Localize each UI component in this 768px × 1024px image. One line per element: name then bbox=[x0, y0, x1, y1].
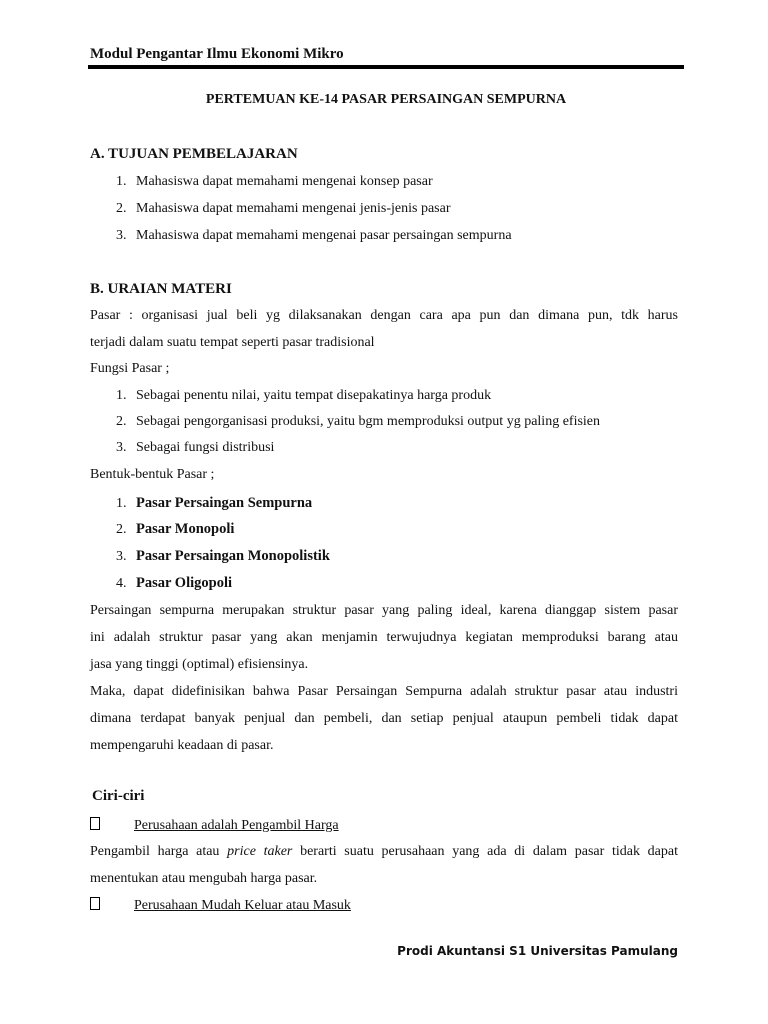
text-segment: berarti suatu perusahaan yang ada di dalam pasar tidak dapat bbox=[292, 844, 678, 859]
list-number: 1. bbox=[116, 174, 127, 189]
pasar-definition bbox=[90, 302, 678, 356]
bullet-text: Perusahaan Mudah Keluar atau Masuk bbox=[134, 898, 351, 913]
list-text: Pasar Persaingan Sempurna bbox=[136, 495, 313, 511]
list-item bbox=[116, 440, 274, 456]
header-title: Modul Pengantar Ilmu Ekonomi Mikro bbox=[90, 46, 344, 62]
list-number: 1. bbox=[116, 496, 127, 511]
list-text: Mahasiswa dapat memahami mengenai jenis-jenis pasar bbox=[136, 201, 451, 216]
section-b-heading: B. URAIAN MATERI bbox=[90, 281, 232, 297]
list-text: Sebagai penentu nilai, yaitu tempat disepakatinya harga produk bbox=[136, 388, 492, 403]
list-item bbox=[116, 521, 234, 538]
paragraph-line: ini adalah struktur pasar yang akan menjamin terwujudnya kegiatan memproduksi barang atau bbox=[90, 630, 678, 645]
paragraph-line: Pasar : organisasi jual beli yg dilaksanakan dengan cara apa pun dan dimana pun, tdk harus bbox=[90, 308, 678, 323]
document-title: PERTEMUAN KE-14 PASAR PERSAINGAN SEMPURNA bbox=[205, 92, 567, 107]
list-number: 2. bbox=[116, 414, 127, 429]
paragraph-line: Persaingan sempurna merupakan struktur pasar yang paling ideal, karena dianggap sistem pasar bbox=[90, 603, 678, 618]
paragraph-persaingan bbox=[90, 597, 678, 759]
list-item bbox=[116, 228, 512, 244]
list-item bbox=[116, 575, 232, 592]
list-item bbox=[116, 201, 451, 217]
list-text: Sebagai fungsi distribusi bbox=[136, 440, 275, 455]
paragraph-line: jasa yang tinggi (optimal) efisiensinya. bbox=[90, 657, 309, 672]
paragraph-line: dimana terdapat banyak penjual dan pembeli, dan setiap penjual ataupun pembeli tidak dapat bbox=[90, 711, 678, 726]
price-taker-paragraph bbox=[90, 838, 678, 892]
section-a-heading: A. TUJUAN PEMBELAJARAN bbox=[90, 146, 298, 162]
list-item bbox=[116, 414, 600, 430]
list-number: 3. bbox=[116, 549, 127, 564]
paragraph-line bbox=[90, 838, 678, 865]
list-number: 2. bbox=[116, 522, 127, 537]
text-segment: Pengambil harga atau bbox=[90, 844, 228, 859]
list-number: 3. bbox=[116, 228, 127, 243]
paragraph-line: mempengaruhi keadaan di pasar. bbox=[90, 738, 274, 753]
list-text: Pasar Oligopoli bbox=[136, 575, 233, 591]
list-number: 2. bbox=[116, 201, 127, 216]
list-text: Mahasiswa dapat memahami mengenai pasar persaingan sempurna bbox=[136, 228, 512, 243]
paragraph-line: Maka, dapat didefinisikan bahwa Pasar Persaingan Sempurna adalah struktur pasar atau industri bbox=[90, 684, 678, 699]
list-text: Sebagai pengorganisasi produksi, yaitu bgm memproduksi output yg paling efisien bbox=[136, 414, 601, 429]
header-rule bbox=[88, 65, 684, 69]
bullet-item bbox=[90, 817, 339, 834]
list-item bbox=[116, 548, 330, 565]
bullet-text: Perusahaan adalah Pengambil Harga bbox=[134, 818, 339, 833]
list-text: Mahasiswa dapat memahami mengenai konsep pasar bbox=[136, 174, 433, 189]
italic-term: price taker bbox=[227, 844, 293, 859]
list-item bbox=[116, 495, 312, 512]
paragraph-line: terjadi dalam suatu tempat seperti pasar tradisional bbox=[90, 335, 375, 350]
list-number: 4. bbox=[116, 576, 127, 591]
bullet-box-icon bbox=[90, 897, 100, 910]
list-text: Pasar Persaingan Monopolistik bbox=[136, 548, 330, 564]
fungsi-label: Fungsi Pasar ; bbox=[90, 361, 170, 376]
bullet-item bbox=[90, 897, 351, 914]
list-number: 1. bbox=[116, 388, 127, 403]
list-item bbox=[116, 174, 433, 190]
bullet-box-icon bbox=[90, 817, 100, 830]
ciri-heading: Ciri-ciri bbox=[92, 788, 145, 804]
list-item bbox=[116, 388, 491, 404]
paragraph-line: menentukan atau mengubah harga pasar. bbox=[90, 871, 318, 886]
list-text: Pasar Monopoli bbox=[136, 521, 235, 537]
bentuk-label: Bentuk-bentuk Pasar ; bbox=[90, 467, 215, 482]
footer-text: Prodi Akuntansi S1 Universitas Pamulang bbox=[397, 944, 678, 958]
list-number: 3. bbox=[116, 440, 127, 455]
